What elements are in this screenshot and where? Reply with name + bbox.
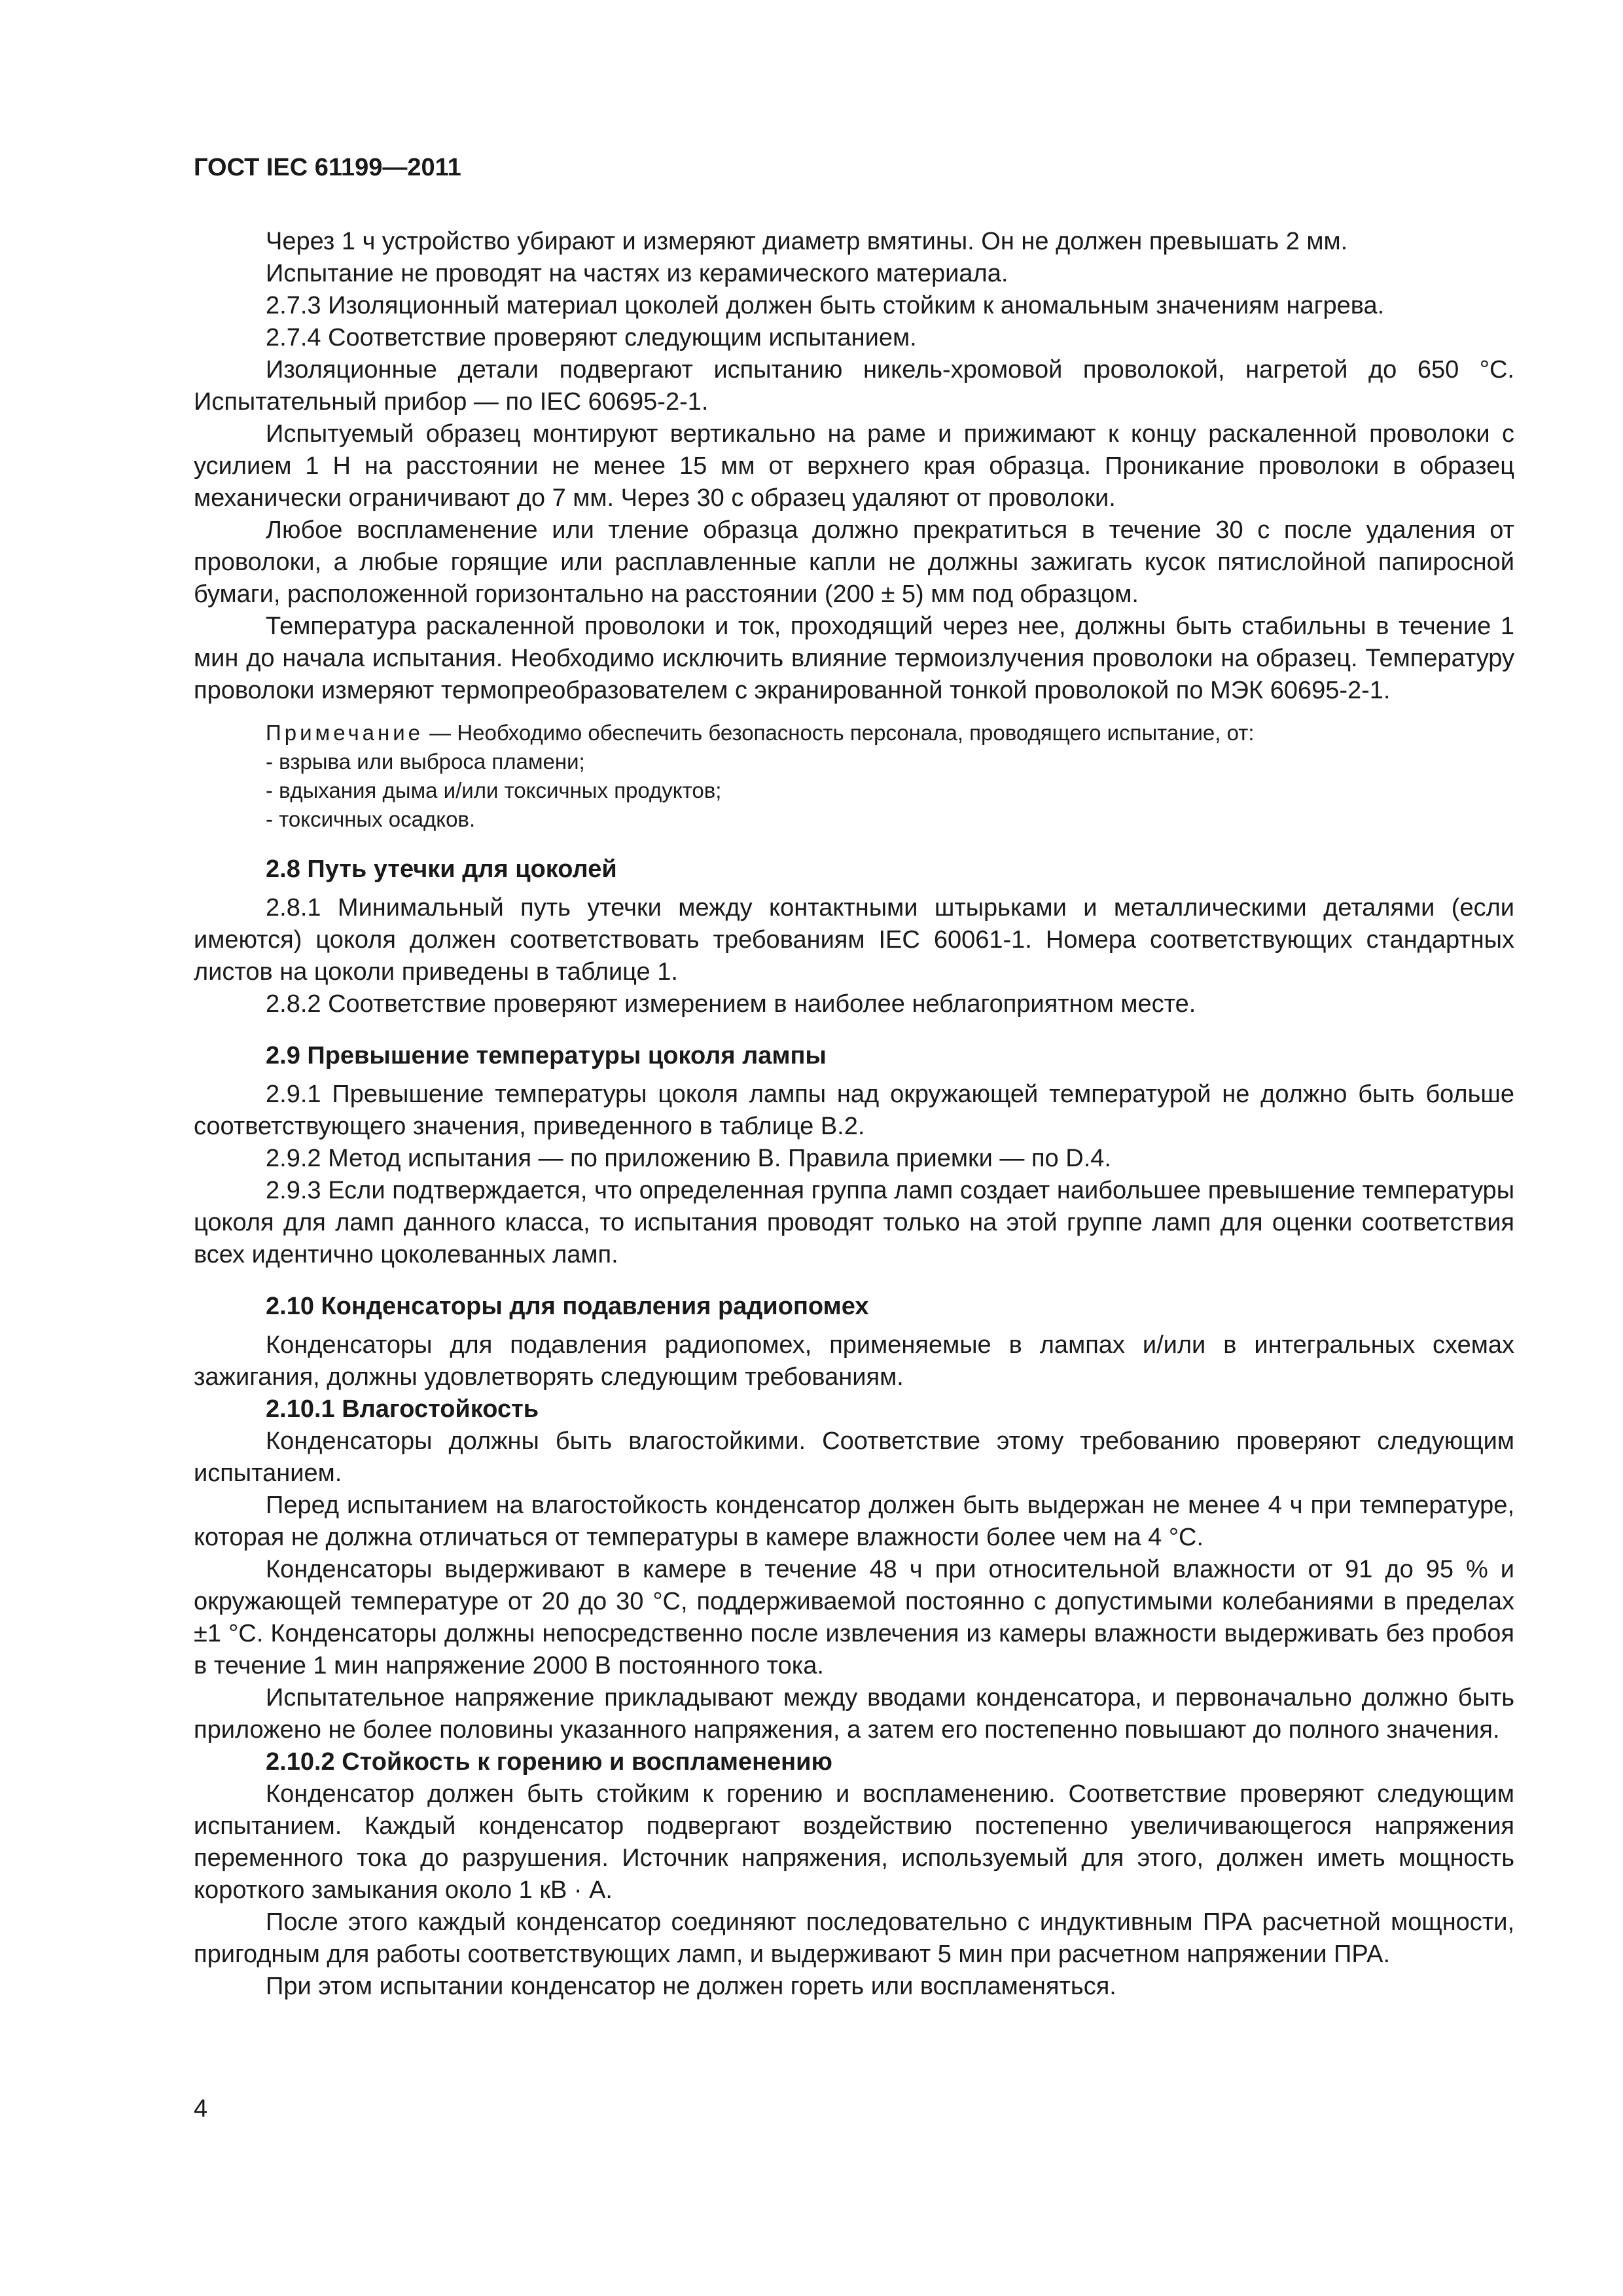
page-content [194, 152, 1514, 2003]
paragraph: Испытание не проводят на частях из керамического материала. [266, 260, 1008, 287]
paragraph: 2.8.1 Минимальный путь утечки между контактными штырьками и металлическими деталями (если имеются) цоколя должен соответствовать требованиям IEC 60061-1. Номера соответствующих стандартных листов на цоколи приведены в таблице 1. [194, 894, 1514, 986]
paragraph: При этом испытании конденсатор не должен гореть или воспламеняться. [266, 1973, 1116, 2000]
paragraph: Испытуемый образец монтируют вертикально на раме и прижимают к концу раскаленной проволоки с усилием 1 Н на расстоянии не менее 15 мм от верхнего края образца. Проникание проволоки в образец механически ограничивают до 7 мм. Через 30 с образец удаляют от проволоки. [194, 420, 1514, 512]
note-list-item: - токсичных осадков. [266, 807, 476, 831]
note-text: — Необходимо обеспечить безопасность персонала, проводящего испытание, от: [423, 721, 1255, 745]
paragraph: Конденсаторы выдерживают в камере в течение 48 ч при относительной влажности от 91 до 95 % и окружающей температуре от 20 до 30 °С, поддерживаемой постоянно с допустимыми колебаниями в пределах ±1 °С. Конденсаторы должны непосредственно после извлечения из камеры влажности выдерживать без пробоя в течение 1 мин напряжение 2000 В постоянного тока. [194, 1556, 1514, 1679]
section-heading: 2.8 Путь утечки для цоколей [266, 855, 617, 883]
paragraph: Конденсатор должен быть стойким к горению и воспламенению. Соответствие проверяют следующим испытанием. Каждый конденсатор подвергают воздействию постепенно увеличивающегося напряжения переменного тока до разрушения. Источник напряжения, используемый для этого, должен иметь мощность короткого замыкания около 1 кВ · А. [194, 1780, 1514, 1904]
paragraph: 2.7.3 Изоляционный материал цоколей должен быть стойким к аномальным значениям нагрева. [266, 292, 1385, 319]
text-body [194, 226, 1514, 2003]
subsection-heading: 2.10.2 Стойкость к горению и воспламенению [266, 1748, 832, 1776]
paragraph: После этого каждый конденсатор соединяют последовательно с индуктивным ПРА расчетной мощности, пригодным для работы соответствующих ламп, и выдерживают 5 мин при расчетном напряжении ПРА. [194, 1909, 1514, 1968]
paragraph: 2.7.4 Соответствие проверяют следующим испытанием. [266, 324, 917, 351]
note-label: Примечание [266, 721, 424, 745]
paragraph: Конденсаторы должны быть влагостойкими. Соответствие этому требованию проверяют следующим испытанием. [194, 1427, 1514, 1487]
paragraph: Через 1 ч устройство убирают и измеряют диаметр вмятины. Он не должен превышать 2 мм. [266, 228, 1348, 255]
note-list-item: - вдыхания дыма и/или токсичных продуктов; [266, 778, 722, 802]
note [194, 719, 1514, 747]
document-header: ГОСТ IEC 61199—2011 [194, 154, 461, 181]
section-heading: 2.9 Превышение температуры цоколя лампы [266, 1042, 827, 1069]
paragraph: 2.9.2 Метод испытания — по приложению В. Правила приемки — по D.4. [266, 1145, 1111, 1172]
paragraph: Любое воспламенение или тление образца должно прекратиться в течение 30 с после удаления от проволоки, а любые горящие или расплавленные капли не должны зажигать кусок пятислойной папиросной бумаги, расположенной горизонтально на расстоянии (200 ± 5) мм под образцом. [194, 516, 1514, 608]
paragraph: Температура раскаленной проволоки и ток, проходящий через нее, должны быть стабильны в течение 1 мин до начала испытания. Необходимо исключить влияние термоизлучения проволоки на образец. Температуру проволоки измеряют термопреобразователем с экранированной тонкой проволокой по МЭК 60695-2-1. [194, 613, 1514, 704]
paragraph: Изоляционные детали подвергают испытанию никель-хромовой проволокой, нагретой до 650 °С. Испытательный прибор — по IEC 60695-2-1. [194, 356, 1514, 416]
paragraph: Конденсаторы для подавления радиопомех, применяемые в лампах и/или в интегральных схемах зажигания, должны удовлетворять следующим требованиям. [194, 1331, 1514, 1391]
paragraph: 2.9.1 Превышение температуры цоколя лампы над окружающей температурой не должно быть больше соответствующего значения, приведенного в таблице В.2. [194, 1081, 1514, 1140]
paragraph: Испытательное напряжение прикладывают между вводами конденсатора, и первоначально должно быть приложено не более половины указанного напряжения, а затем его постепенно повышают до полного значения. [194, 1684, 1514, 1744]
page-number: 4 [194, 2095, 208, 2123]
subsection-heading: 2.10.1 Влагостойкость [266, 1395, 539, 1423]
section-heading: 2.10 Конденсаторы для подавления радиопомех [266, 1293, 869, 1320]
paragraph: 2.9.3 Если подтверждается, что определенная группа ламп создает наибольшее превышение температуры цоколя для ламп данного класса, то испытания проводят только на этой группе ламп для оценки соответствия всех идентично цоколеванных ламп. [194, 1177, 1514, 1268]
note-list-item: - взрыва или выброса пламени; [266, 749, 585, 774]
paragraph: Перед испытанием на влагостойкость конденсатор должен быть выдержан не менее 4 ч при температуре, которая не должна отличаться от температуры в камере влажности более чем на 4 °С. [194, 1492, 1514, 1551]
paragraph: 2.8.2 Соответствие проверяют измерением в наиболее неблагоприятном месте. [266, 990, 1196, 1018]
